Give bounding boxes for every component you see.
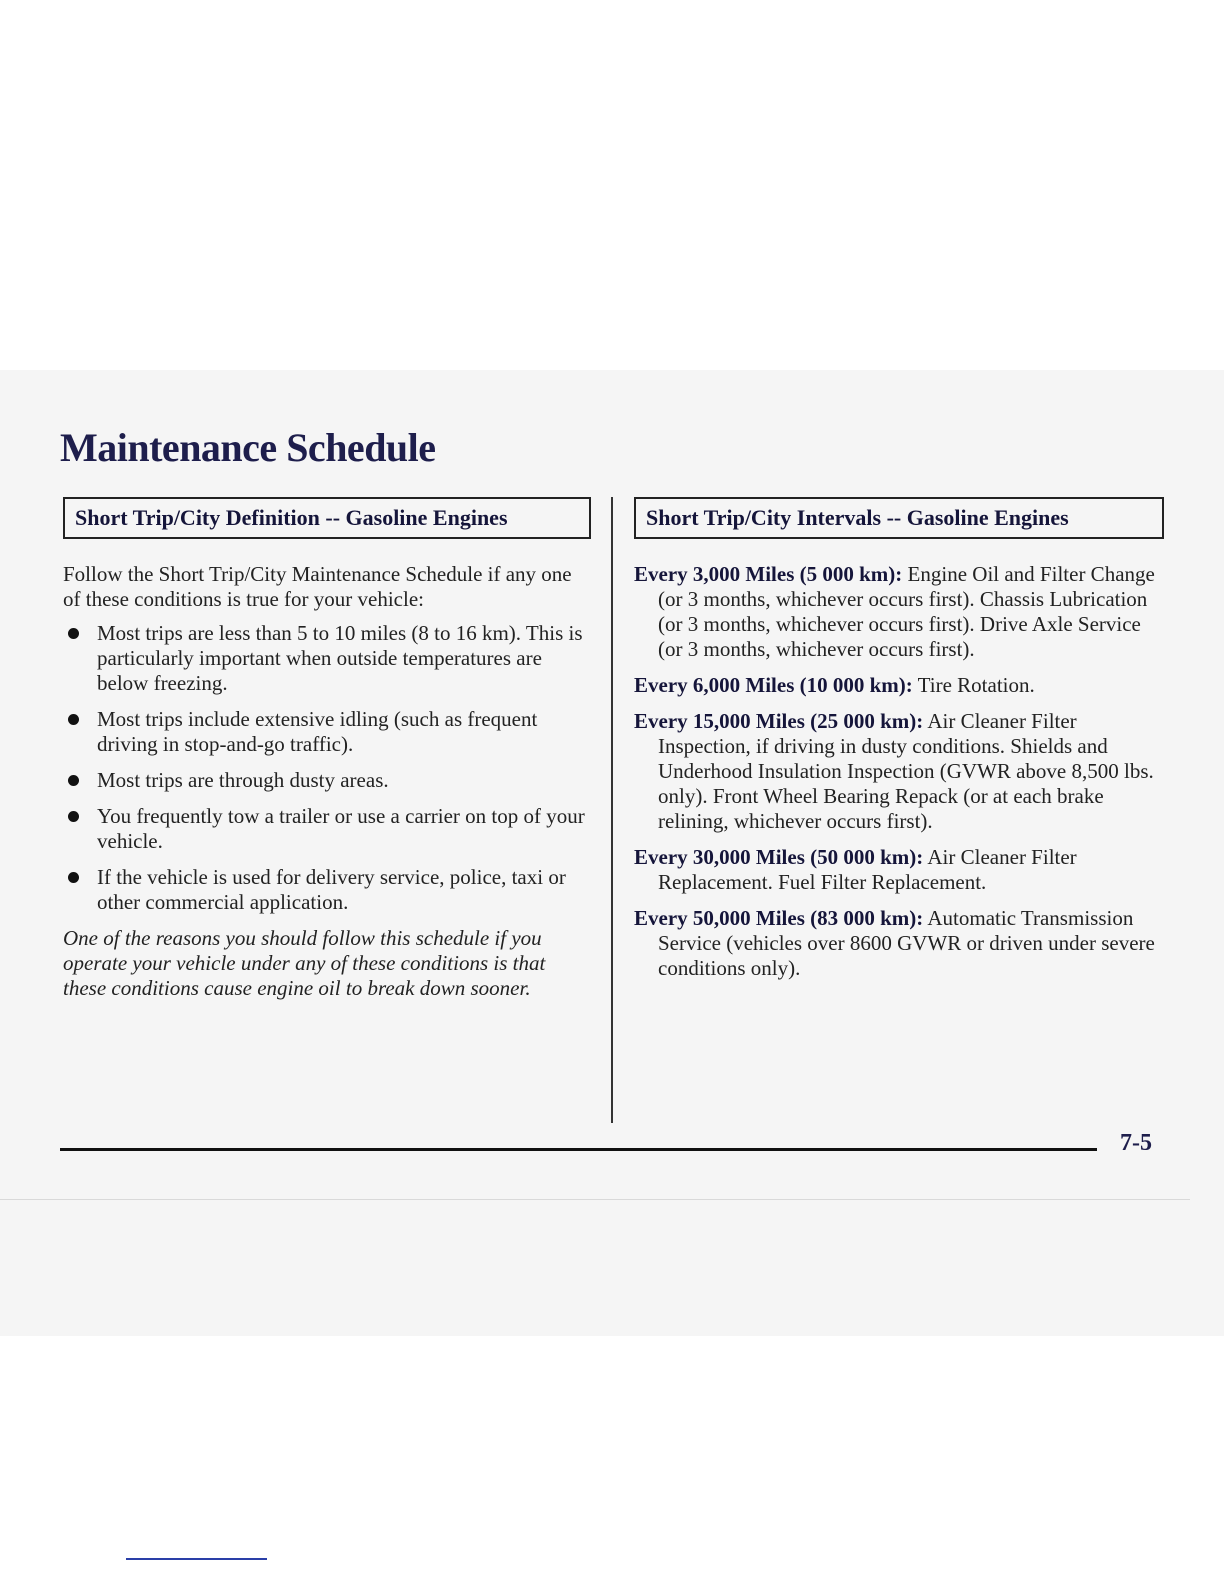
bullet-icon	[68, 714, 79, 725]
page-number: 7-5	[1120, 1130, 1152, 1156]
list-item	[63, 865, 591, 915]
bullet-icon	[68, 872, 79, 883]
scan-edge-line	[0, 1199, 1190, 1200]
interval-item	[634, 845, 1164, 895]
definition-note: One of the reasons you should follow this schedule if you operate your vehicle under any of these conditions is that these conditions cause engine oil to break down sooner.	[63, 926, 546, 1000]
list-item-text: You frequently tow a trailer or use a carrier on top of your vehicle.	[97, 804, 585, 853]
interval-item	[634, 709, 1164, 834]
interval-label: Every 30,000 Miles (50 000 km):	[634, 845, 924, 869]
definition-intro: Follow the Short Trip/City Maintenance Schedule if any one of these conditions is true for your vehicle:	[63, 562, 572, 611]
page-title: Maintenance Schedule	[60, 425, 436, 470]
list-item	[63, 707, 591, 757]
intervals-list	[634, 562, 1164, 981]
list-item	[63, 621, 591, 696]
column-divider	[611, 497, 613, 1123]
footer-rule	[60, 1148, 1097, 1151]
interval-label: Every 3,000 Miles (5 000 km):	[634, 562, 903, 586]
interval-label: Every 50,000 Miles (83 000 km):	[634, 906, 924, 930]
list-item-text: Most trips include extensive idling (such as frequent driving in stop-and-go traffic).	[97, 707, 538, 756]
right-column	[634, 497, 1164, 992]
interval-item	[634, 673, 1164, 698]
interval-item	[634, 562, 1164, 662]
interval-text: Air Cleaner Filter Inspection, if driving in dusty conditions. Shields and Underhood Insulation Inspection (GVWR above 8,500 lbs. only). Front Wheel Bearing Repack (or at each brake relining, whichever occurs first).	[658, 709, 1154, 833]
intervals-heading: Short Trip/City Intervals -- Gasoline Engines	[646, 505, 1069, 530]
interval-label: Every 15,000 Miles (25 000 km):	[634, 709, 924, 733]
list-item	[63, 768, 591, 793]
list-item	[63, 804, 591, 854]
list-item-text: If the vehicle is used for delivery service, police, taxi or other commercial application.	[97, 865, 566, 914]
interval-item	[634, 906, 1164, 981]
interval-text: Air Cleaner Filter Replacement. Fuel Filter Replacement.	[658, 845, 1077, 894]
interval-label: Every 6,000 Miles (10 000 km):	[634, 673, 913, 697]
interval-text: Automatic Transmission Service (vehicles over 8600 GVWR or driven under severe conditions only).	[658, 906, 1155, 980]
bullet-icon	[68, 775, 79, 786]
definition-heading: Short Trip/City Definition -- Gasoline Engines	[75, 505, 508, 530]
bullet-icon	[68, 628, 79, 639]
conditions-list	[63, 621, 591, 915]
interval-text: Engine Oil and Filter Change (or 3 months, whichever occurs first). Chassis Lubrication (or 3 months, whichever occurs first). Drive Axle Service (or 3 months, whichever occurs first).	[658, 562, 1155, 661]
interval-text: Tire Rotation.	[917, 673, 1035, 697]
intervals-heading-box	[634, 497, 1164, 539]
definition-heading-box	[63, 497, 591, 539]
bullet-icon	[68, 811, 79, 822]
list-item-text: Most trips are through dusty areas.	[97, 768, 389, 792]
list-item-text: Most trips are less than 5 to 10 miles (8 to 16 km). This is particularly important when outside temperatures are below freezing.	[97, 621, 583, 695]
link-underline	[126, 1558, 267, 1560]
left-column	[63, 497, 591, 1001]
